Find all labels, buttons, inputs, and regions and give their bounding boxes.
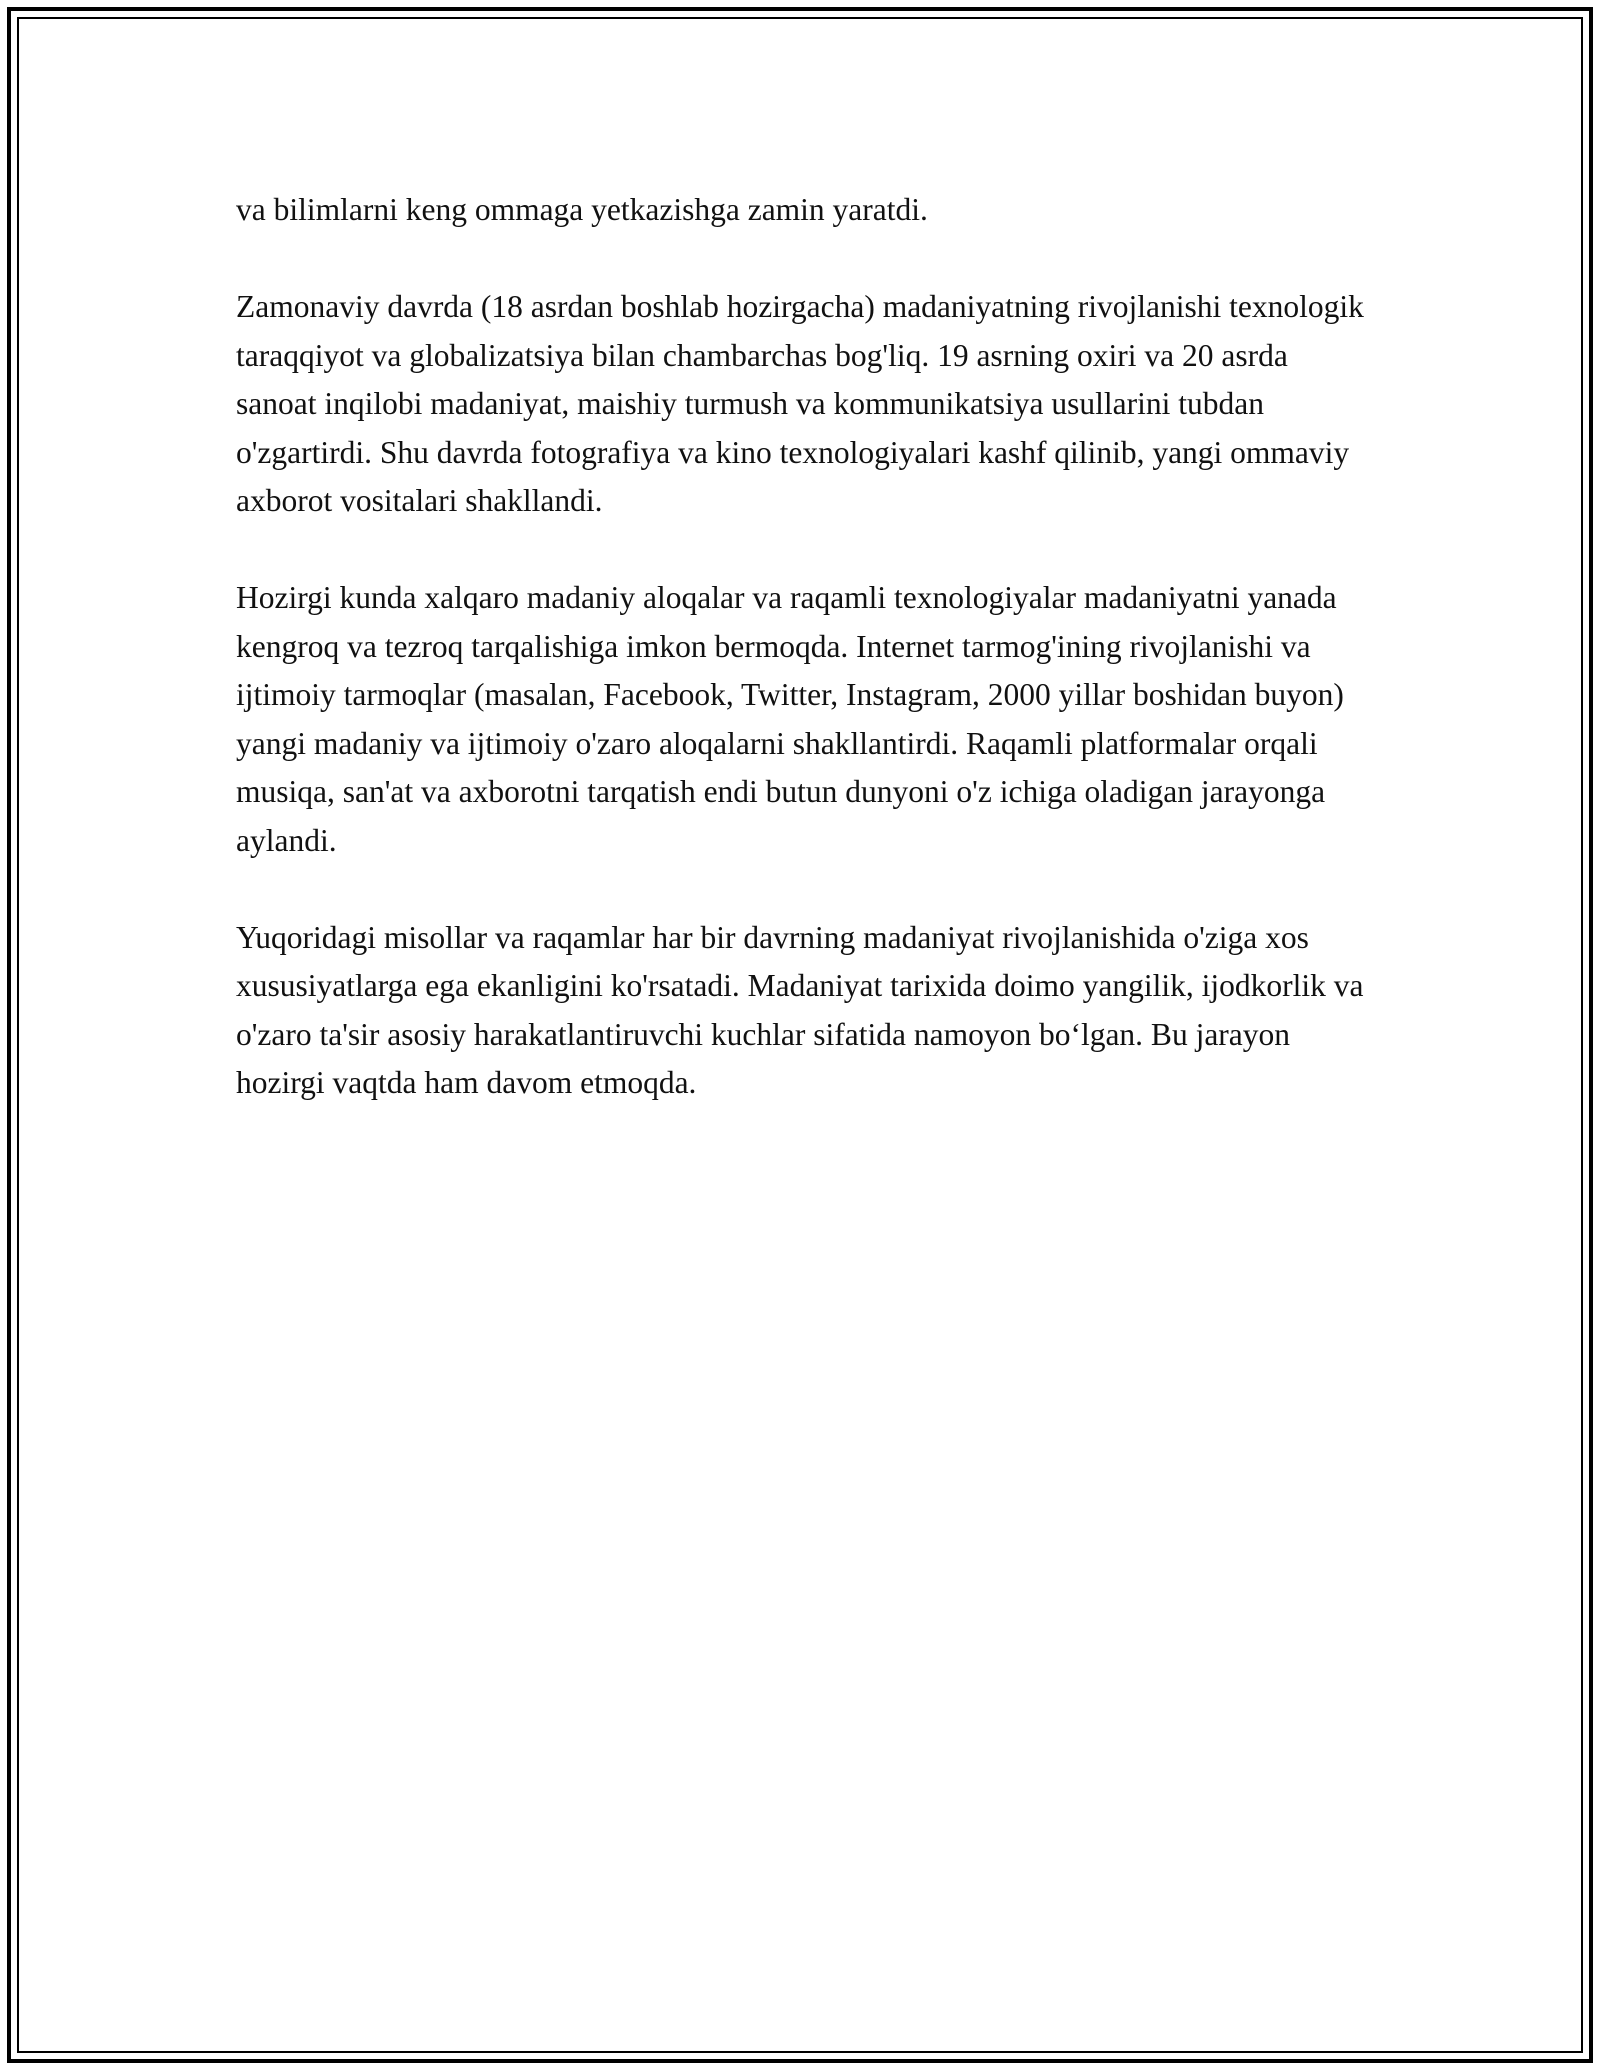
paragraph-digital-era: Hozirgi kunda xalqaro madaniy aloqalar va raqamli texnologiyalar madaniyatni yanada kengroq va tezroq tarqalishiga imkon bermoqda. Internet tarmog'ining rivojlanishi va ijtimoiy tarmoqlar (masalan, Facebook, Twitter, Instagram, 2000 yillar boshidan buyon) yangi madaniy va ijtimoiy o'zaro aloqalarni shakllantirdi. Raqamli platformalar orqali musiqa, san'at va axborotni tarqatish endi butun dunyoni o'z ichiga oladigan jarayonga aylandi. <box>236 580 1344 858</box>
paragraph-continuation: va bilimlarni keng ommaga yetkazishga zamin yaratdi. <box>236 192 928 227</box>
paragraph-modern-era: Zamonaviy davrda (18 asrdan boshlab hozirgacha) madaniyatning rivojlanishi texnologik taraqqiyot va globalizatsiya bilan chambarchas bog'liq. 19 asrning oxiri va 20 asrda sanoat inqilobi madaniyat, maishiy turmush va kommunikatsiya usullarini tubdan o'zgartirdi. Shu davrda fotografiya va kino texnologiyalari kashf qilinib, yangi ommaviy axborot vositalari shakllandi. <box>236 289 1364 518</box>
paragraph-conclusion: Yuqoridagi misollar va raqamlar har bir davrning madaniyat rivojlanishida o'ziga xos xususiyatlarga ega ekanligini ko'rsatadi. Madaniyat tarixida doimo yangilik, ijodkorlik va o'zaro ta'sir asosiy harakatlantiruvchi kuchlar sifatida namoyon bo‘lgan. Bu jarayon hozirgi vaqtda ham davom etmoqda. <box>236 919 1364 1100</box>
document-body <box>236 186 1371 1108</box>
